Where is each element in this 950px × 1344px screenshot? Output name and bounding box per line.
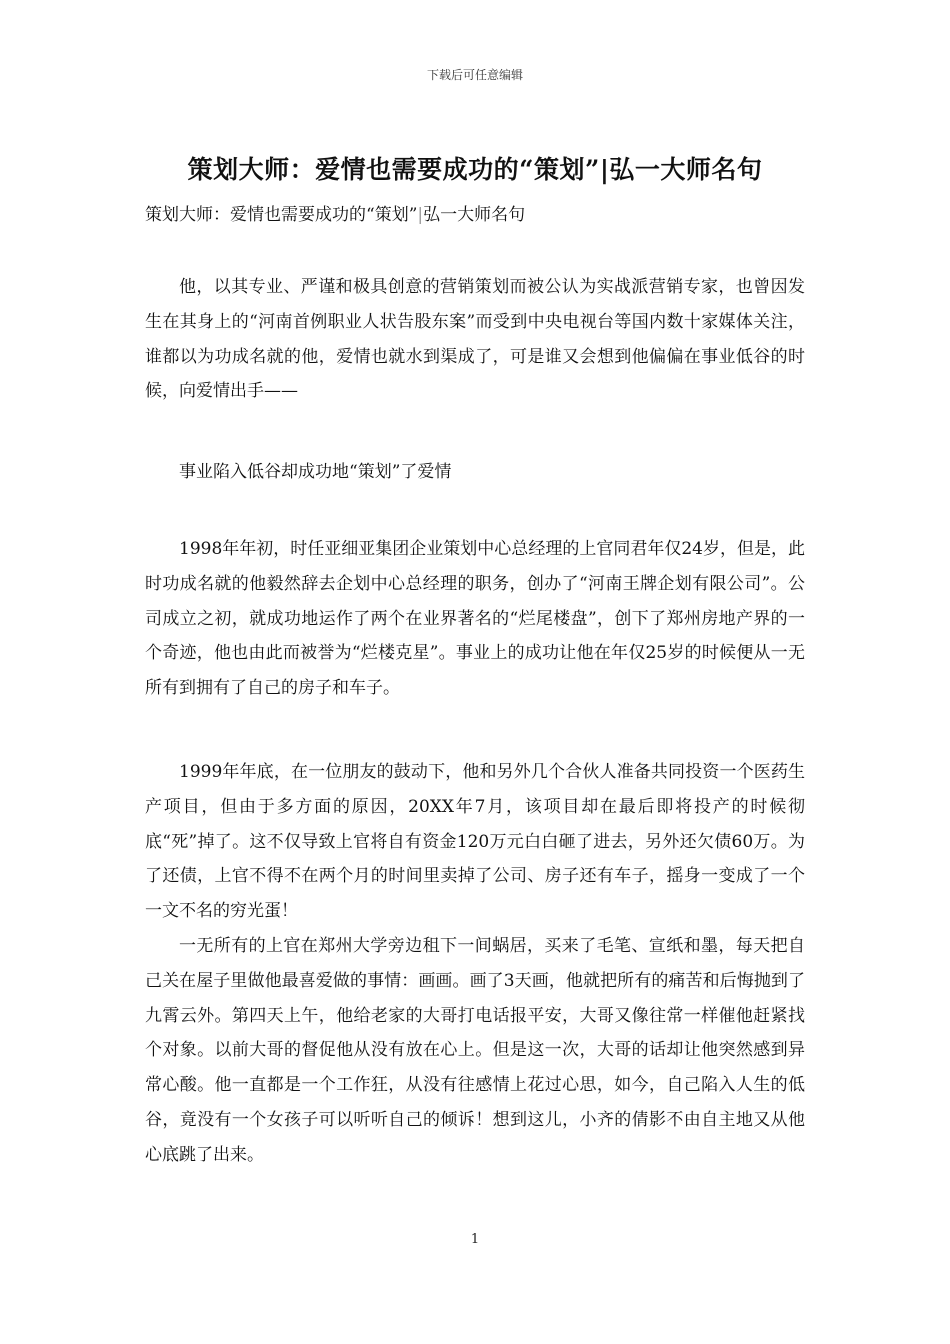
page-number: 1 — [470, 1232, 480, 1247]
paragraph-1999: 1999年年底，在一位朋友的鼓动下，他和另外几个合伙人准备共同投资一个医药生产项目，但由于多方面的原因，20XX年7月，该项目却在最后即将投产的时候彻底“死”掉了。这不仅导致上官将自有资金120万元白白砸了进去，另外还欠债60万。为了还债，上官不得不在两个月的时间里卖掉了公司、房子还有车子，摇身一变成了一个一文不名的穷光蛋！ — [145, 762, 805, 922]
subtitle-tail: 弘一大师名句 — [423, 205, 526, 225]
paragraph-zhengzhou: 一无所有的上官在郑州大学旁边租下一间蜗居，买来了毛笔、宣纸和墨，每天把自己关在屋子里做他最喜爱做的事情：画画。画了3天画，他就把所有的痛苦和后悔抛到了九霄云外。第四天上午，他给老家的大哥打电话报平安，大哥又像往常一样催他赶紧找个对象。以前大哥的督促他从没有放在心上。但是这一次，大哥的话却让他突然感到异常心酸。他一直都是一个工作狂，从没有往感情上花过心思，如今，自己陷入人生的低谷，竟没有一个女孩子可以听听自己的倾诉！想到这儿，小齐的倩影不由自主地又从他心底跳了出来。 — [145, 935, 805, 1165]
document-title: 策划大师：爱情也需要成功的“策划”|弘一大师名句 — [187, 155, 763, 184]
paragraph-1998-block — [145, 532, 805, 706]
subtitle-main: 策划大师：爱情也需要成功的“策划” — [145, 205, 418, 225]
intro-paragraph-block — [145, 270, 805, 409]
section-heading-block — [145, 455, 805, 490]
document-subtitle — [145, 200, 805, 225]
paragraph-1998: 1998年年初，时任亚细亚集团企业策划中心总经理的上官同君年仅24岁，但是，此时功成名就的他毅然辞去企划中心总经理的职务，创办了“河南王牌企划有限公司”。公司成立之初，就成功地运作了两个在业界著名的“烂尾楼盘”，创下了郑州房地产界的一个奇迹，他也由此而被誉为“烂楼克星”。事业上的成功让他在年仅25岁的时候便从一无所有到拥有了自己的房子和车子。 — [145, 539, 805, 699]
paragraph-1999-block — [145, 755, 805, 1173]
section-heading: 事业陷入低谷却成功地“策划”了爱情 — [179, 462, 452, 482]
header-note: 下载后可任意编辑 — [426, 68, 523, 82]
subtitle-separator: | — [417, 205, 424, 225]
paragraph-intro: 他，以其专业、严谨和极具创意的营销策划而被公认为实战派营销专家，也曾因发生在其身上的“河南首例职业人状告股东案”而受到中央电视台等国内数十家媒体关注，谁都以为功成名就的他，爱情也就水到渠成了，可是谁又会想到他偏偏在事业低谷的时候，向爱情出手—— — [145, 277, 805, 402]
